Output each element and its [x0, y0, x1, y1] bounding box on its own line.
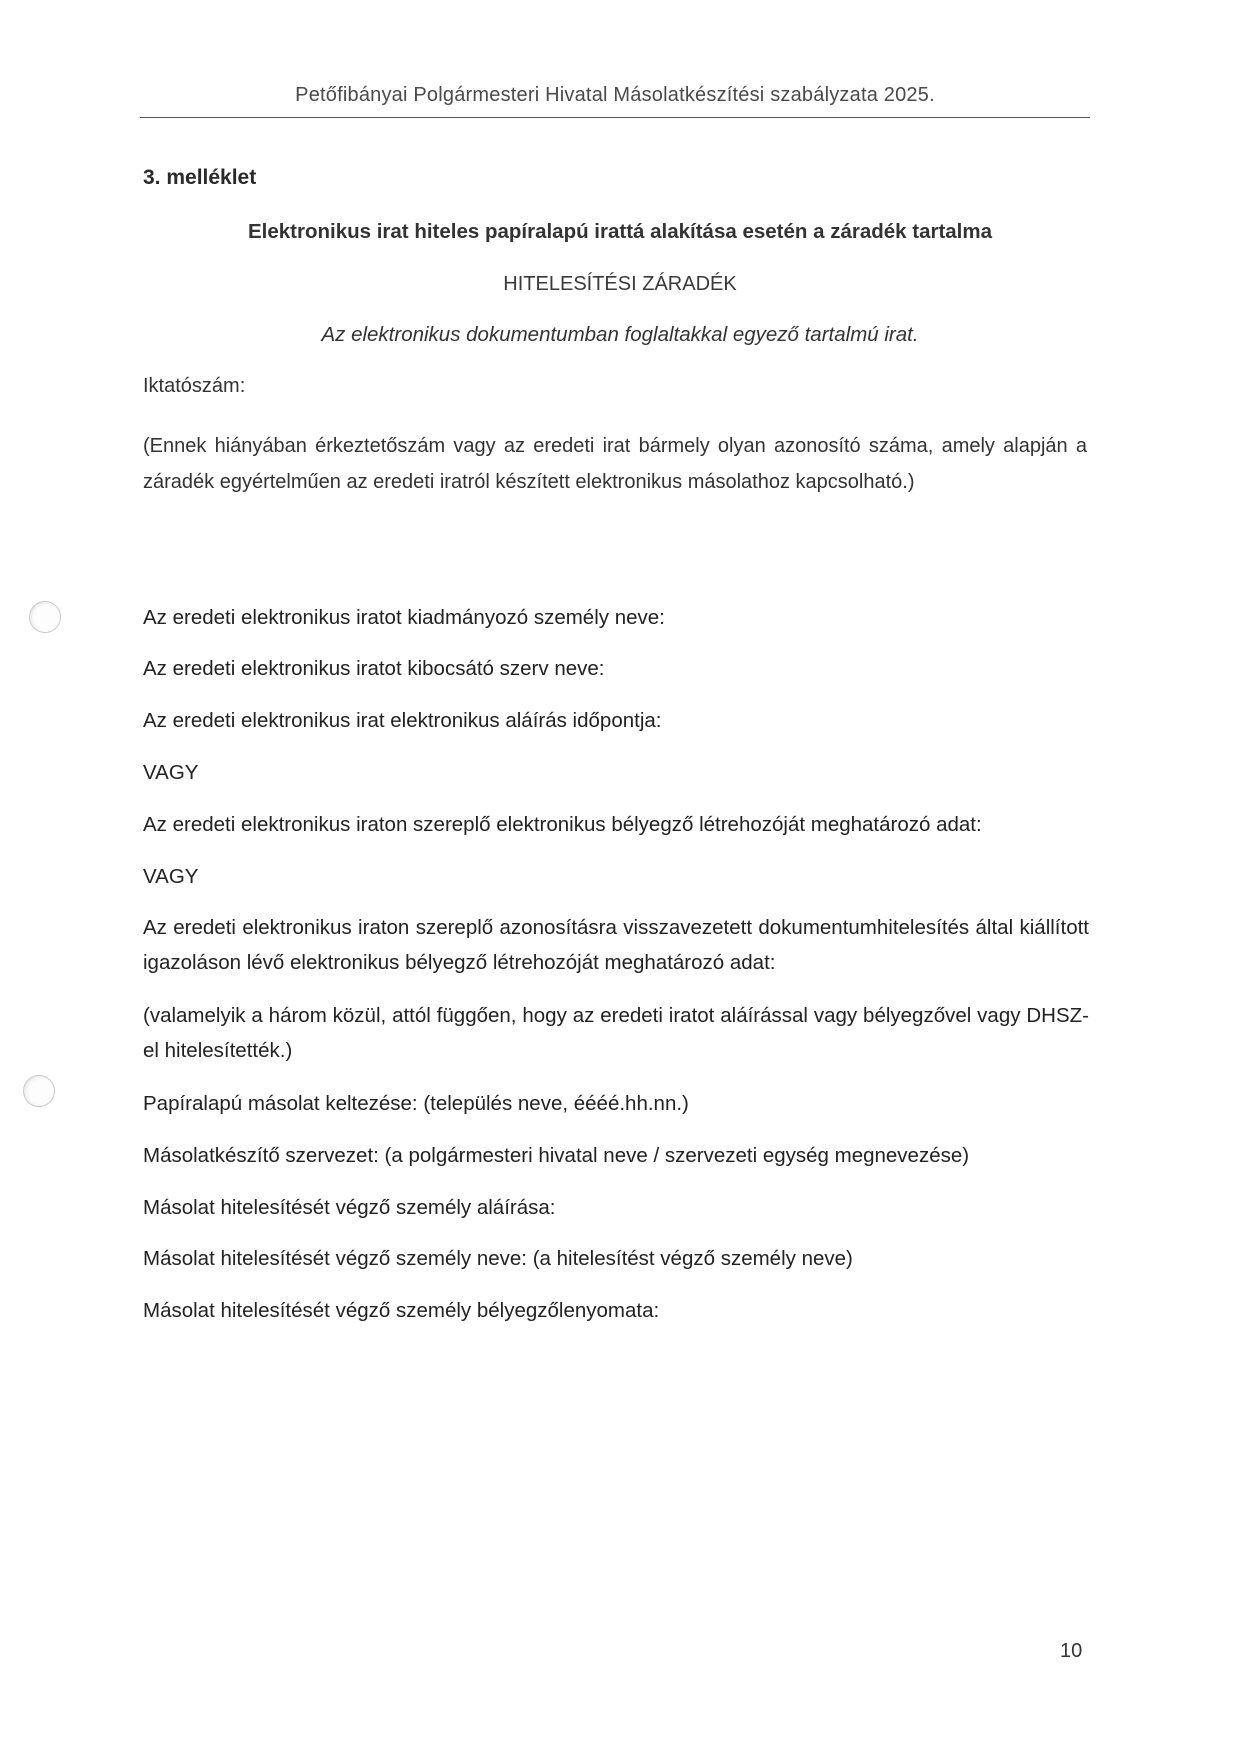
- document-title: Elektronikus irat hiteles papíralapú irattá alakítása esetén a záradék tartalma: [247, 220, 993, 243]
- field-certifier-stamp: Másolat hitelesítését végző személy bélyegzőlenyomata:: [143, 1299, 660, 1322]
- punch-hole-mark: [23, 1075, 55, 1107]
- clause-text: Az elektronikus dokumentumban foglaltakkal egyező tartalmú irat.: [321, 323, 919, 346]
- annex-label: 3. melléklet: [143, 166, 257, 189]
- field-signatory-name: Az eredeti elektronikus iratot kiadmányozó személy neve:: [143, 606, 665, 629]
- page-number: 10: [1060, 1640, 1083, 1662]
- field-signature-time: Az eredeti elektronikus irat elektronikus aláírás időpontja:: [143, 709, 662, 732]
- clause-heading: HITELESÍTÉSI ZÁRADÉK: [503, 273, 737, 295]
- registration-number-label: Iktatószám:: [143, 375, 246, 397]
- page-header: Petőfibányai Polgármesteri Hivatal Másolatkészítési szabályzata 2025.: [295, 84, 935, 106]
- field-copy-organization: Másolatkészítő szervezet: (a polgármesteri hivatal neve / szervezeti egység megnevezése): [143, 1144, 970, 1167]
- field-or-separator: VAGY: [143, 761, 199, 784]
- field-seal-creator: Az eredeti elektronikus iraton szereplő elektronikus bélyegző létrehozóját meghatározó adat:: [143, 813, 982, 836]
- registration-note: (Ennek hiányában érkeztetőszám vagy az eredeti irat bármely olyan azonosító száma, amely alapján a záradék egyértelműen az eredeti iratról készített elektronikus másolathoz kapcsolható.): [143, 435, 1087, 493]
- field-copy-date: Papíralapú másolat keltezése: (település neve, éééé.hh.nn.): [143, 1092, 689, 1115]
- field-dhsz-seal-creator: Az eredeti elektronikus iraton szereplő azonosításra visszavezetett dokumentumhitelesítés által kiállított igazoláson lévő elektronikus bélyegző létrehozóját meghatározó adat:: [143, 916, 1089, 974]
- field-or-separator: VAGY: [143, 865, 199, 888]
- punch-hole-mark: [29, 601, 61, 633]
- field-certifier-name: Másolat hitelesítését végző személy neve: (a hitelesítést végző személy neve): [143, 1247, 853, 1270]
- field-issuing-body: Az eredeti elektronikus iratot kibocsátó szerv neve:: [143, 657, 605, 680]
- header-divider: [140, 117, 1090, 118]
- field-note: (valamelyik a három közül, attól függően, hogy az eredeti iratot aláírással vagy bélyegzővel vagy DHSZ-el hitelesítették.): [143, 1004, 1089, 1062]
- field-certifier-signature: Másolat hitelesítését végző személy aláírása:: [143, 1196, 556, 1219]
